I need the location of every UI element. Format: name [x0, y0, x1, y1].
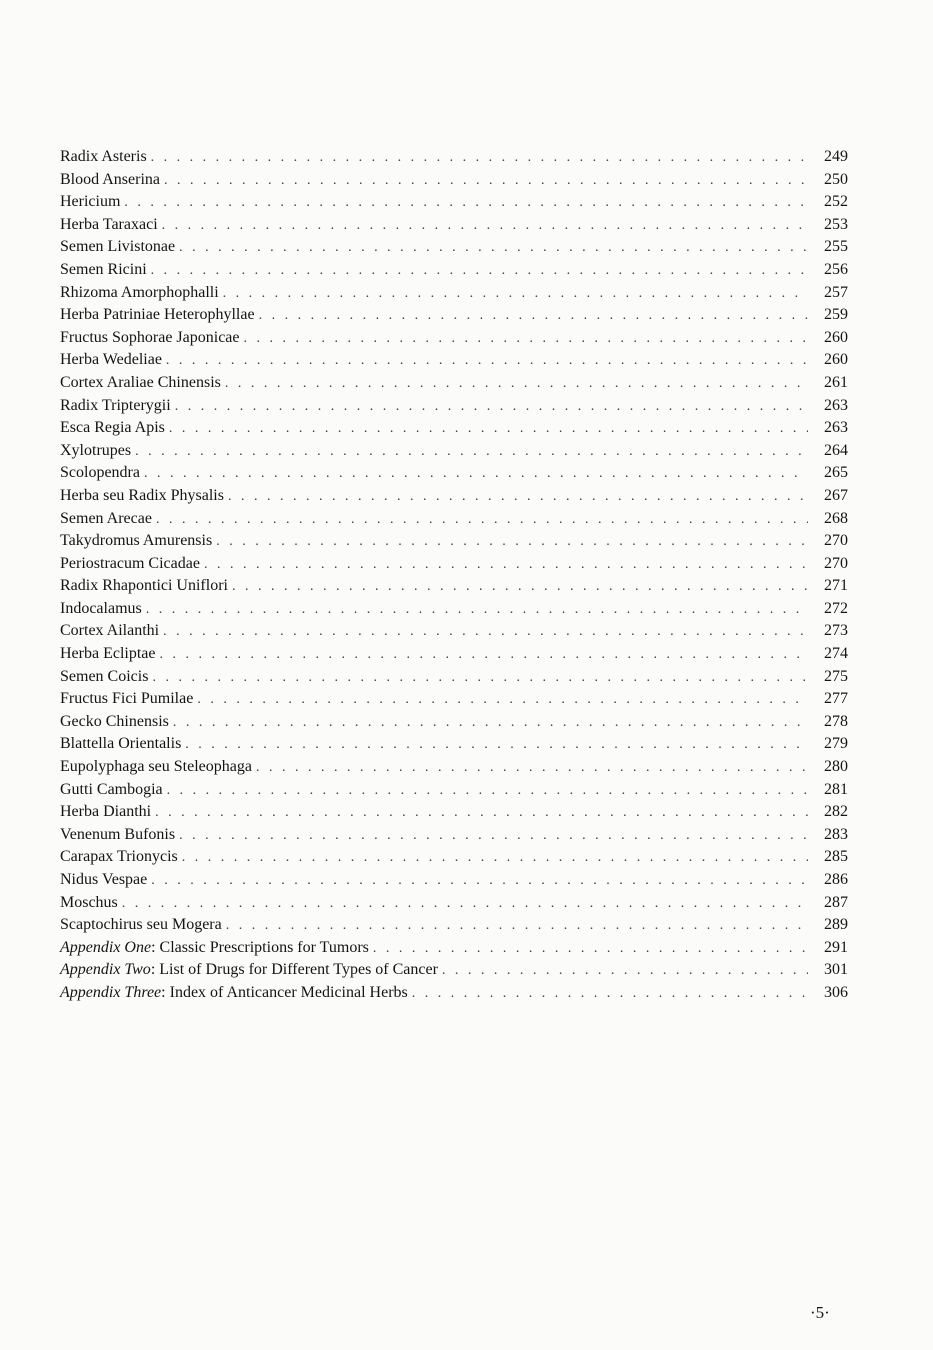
toc-page-number: 263 — [824, 419, 848, 437]
toc-entry — [60, 238, 848, 261]
dot-leader — [152, 670, 808, 686]
toc-entry — [60, 916, 848, 939]
toc-page-number: 268 — [824, 509, 848, 527]
toc-entry-title: Herba seu Radix Physalis — [60, 486, 224, 504]
toc-entry — [60, 532, 848, 555]
toc-page-number: 277 — [824, 690, 848, 708]
toc-page-number: 270 — [824, 554, 848, 572]
dot-leader — [226, 918, 808, 934]
dot-leader — [151, 150, 808, 166]
toc-entry-title: Semen Coicis — [60, 667, 149, 685]
toc-appendix-entry — [60, 984, 848, 1007]
appendix-colon: : — [161, 983, 170, 1001]
toc-page-number: 271 — [824, 577, 848, 595]
toc-page-number: 260 — [824, 328, 848, 346]
toc-entry-title: Herba Dianthi — [60, 803, 152, 821]
dot-leader — [223, 286, 808, 302]
appendix-label: Appendix One — [60, 938, 152, 956]
toc-page-number: 306 — [824, 983, 848, 1001]
toc-entry-title: Herba Ecliptae — [60, 645, 156, 663]
toc-entry — [60, 351, 848, 374]
dot-leader — [197, 692, 808, 708]
toc-page-number: 257 — [824, 283, 848, 301]
toc-entry — [60, 419, 848, 442]
toc-page-number: 253 — [824, 215, 848, 233]
dot-leader — [163, 624, 808, 640]
toc-entry-title: Scolopendra — [60, 464, 140, 482]
toc-entry — [60, 803, 848, 826]
dot-leader — [166, 353, 808, 369]
dot-leader — [151, 263, 808, 279]
toc-entry-title: Venenum Bufonis — [60, 825, 176, 843]
toc-page-number: 255 — [824, 238, 848, 256]
toc-entry — [60, 510, 848, 533]
toc-entry — [60, 758, 848, 781]
toc-page-number: 282 — [824, 803, 848, 821]
toc-entry — [60, 622, 848, 645]
dot-leader — [228, 489, 808, 505]
dot-leader — [167, 783, 808, 799]
appendix-colon: : — [151, 938, 160, 956]
dot-leader — [373, 941, 808, 957]
toc-entry — [60, 781, 848, 804]
toc-entry — [60, 600, 848, 623]
dot-leader — [179, 828, 808, 844]
toc-entry-title: Gecko Chinensis — [60, 712, 169, 730]
toc-entry — [60, 826, 848, 849]
toc-page-number: 287 — [824, 893, 848, 911]
toc-entry-title: Indocalamus — [60, 599, 142, 617]
page-number: ·5· — [810, 1303, 830, 1322]
toc-entry — [60, 645, 848, 668]
toc-entry — [60, 848, 848, 871]
dot-leader — [156, 512, 808, 528]
toc-page-number: 301 — [824, 961, 848, 979]
toc-page-number: 252 — [824, 193, 848, 211]
dot-leader — [173, 715, 808, 731]
dot-leader — [244, 331, 808, 347]
toc-entry-title: Esca Regia Apis — [60, 419, 165, 437]
toc-appendix-entry — [60, 961, 848, 984]
toc-page-number: 275 — [824, 667, 848, 685]
toc-entry-title — [60, 939, 369, 957]
toc-entry-title: Rhizoma Amorphophalli — [60, 283, 219, 301]
toc-entry-title: Radix Tripterygii — [60, 396, 171, 414]
dot-leader — [122, 896, 808, 912]
appendix-colon: : — [150, 961, 160, 979]
toc-page-number: 285 — [824, 848, 848, 866]
toc-entry-title: Scaptochirus seu Mogera — [60, 916, 222, 934]
toc-entry — [60, 735, 848, 758]
toc-page-number: 267 — [824, 486, 848, 504]
dot-leader — [216, 534, 808, 550]
toc-entry — [60, 306, 848, 329]
toc-page-number: 259 — [824, 306, 848, 324]
dot-leader — [182, 850, 808, 866]
dot-leader — [204, 557, 808, 573]
appendix-title: Classic Prescriptions for Tumors — [159, 938, 369, 956]
appendix-label: Appendix Three — [60, 983, 162, 1001]
toc-entry-title: Radix Rhapontici Uniflori — [60, 577, 228, 595]
toc-entry-title: Herba Patriniae Heterophyllae — [60, 306, 255, 324]
dot-leader — [135, 444, 808, 460]
toc-entry-title: Moschus — [60, 893, 118, 911]
toc-entry-title: Periostracum Cicadae — [60, 554, 200, 572]
toc-page-number: 270 — [824, 532, 848, 550]
table-of-contents — [60, 148, 848, 1007]
toc-entry — [60, 374, 848, 397]
dot-leader — [151, 873, 808, 889]
toc-entry-title — [60, 961, 438, 979]
toc-entry — [60, 690, 848, 713]
toc-entry-title: Radix Asteris — [60, 148, 147, 165]
dot-leader — [144, 466, 808, 482]
dot-leader — [256, 760, 808, 776]
toc-entry-title — [60, 984, 408, 1002]
appendix-title: Index of Anticancer Medicinal Herbs — [169, 983, 408, 1001]
toc-entry — [60, 329, 848, 352]
toc-appendix-entry — [60, 939, 848, 962]
toc-entry — [60, 668, 848, 691]
toc-entry — [60, 171, 848, 194]
dot-leader — [185, 737, 808, 753]
dot-leader — [412, 986, 808, 1002]
toc-page-number: 289 — [824, 916, 848, 934]
toc-entry-title: Takydromus Amurensis — [60, 532, 213, 550]
appendix-title: List of Drugs for Different Types of Cancer — [159, 961, 438, 979]
toc-entry — [60, 397, 848, 420]
toc-page-number: 250 — [824, 170, 848, 188]
toc-entry-title: Blood Anserina — [60, 170, 160, 188]
dot-leader — [155, 805, 808, 821]
dot-leader — [162, 218, 808, 234]
dot-leader — [175, 399, 808, 415]
toc-page-number: 279 — [824, 735, 848, 753]
toc-entry — [60, 148, 848, 171]
toc-page-number: 260 — [824, 351, 848, 369]
toc-page-number: 283 — [824, 825, 848, 843]
toc-entry-title: Nidus Vespae — [60, 871, 148, 888]
toc-page-number: 249 — [824, 148, 848, 165]
toc-page-number: 272 — [824, 599, 848, 617]
dot-leader — [164, 173, 808, 189]
dot-leader — [442, 963, 808, 979]
toc-entry — [60, 442, 848, 465]
dot-leader — [259, 308, 808, 324]
toc-page-number: 286 — [824, 871, 848, 888]
toc-entry — [60, 894, 848, 917]
toc-entry-title: Cortex Araliae Chinensis — [60, 373, 221, 391]
dot-leader — [232, 579, 808, 595]
dot-leader — [160, 647, 809, 663]
toc-entry-title: Semen Arecae — [60, 509, 152, 527]
toc-entry — [60, 871, 848, 894]
toc-entry — [60, 216, 848, 239]
toc-page-number: 274 — [824, 645, 848, 663]
toc-entry-title: Hericium — [60, 193, 121, 211]
toc-entry-title: Semen Livistonae — [60, 238, 176, 256]
toc-page-number: 281 — [824, 780, 848, 798]
toc-page-number: 256 — [824, 260, 848, 278]
toc-entry-title: Gutti Cambogia — [60, 780, 163, 798]
toc-page-number: 273 — [824, 622, 848, 640]
toc-page-number: 280 — [824, 758, 848, 776]
dot-leader — [146, 602, 808, 618]
dot-leader — [179, 240, 808, 256]
toc-page-number: 261 — [824, 373, 848, 391]
toc-page-number: 291 — [824, 938, 848, 956]
toc-entry — [60, 261, 848, 284]
toc-entry — [60, 193, 848, 216]
toc-entry-title: Carapax Trionycis — [60, 848, 178, 866]
toc-entry — [60, 555, 848, 578]
toc-entry — [60, 464, 848, 487]
toc-entry — [60, 577, 848, 600]
toc-entry-title: Herba Wedeliae — [60, 351, 162, 369]
toc-page-number: 265 — [824, 464, 848, 482]
toc-entry-title: Blattella Orientalis — [60, 735, 182, 753]
toc-page-number: 263 — [824, 396, 848, 414]
toc-entry-title: Fructus Sophorae Japonicae — [60, 328, 240, 346]
dot-leader — [225, 376, 808, 392]
toc-page-number: 278 — [824, 712, 848, 730]
toc-entry — [60, 284, 848, 307]
toc-entry-title: Semen Ricini — [60, 260, 147, 278]
toc-entry — [60, 487, 848, 510]
toc-entry-title: Eupolyphaga seu Steleophaga — [60, 758, 252, 776]
toc-entry-title: Cortex Ailanthi — [60, 622, 160, 640]
toc-entry-title: Fructus Fici Pumilae — [60, 690, 194, 708]
toc-entry-title: Xylotrupes — [60, 441, 132, 459]
toc-page-number: 264 — [824, 441, 848, 459]
appendix-label: Appendix Two — [60, 961, 151, 979]
toc-entry-title: Herba Taraxaci — [60, 215, 158, 233]
dot-leader — [124, 195, 808, 211]
toc-entry — [60, 713, 848, 736]
dot-leader — [169, 421, 808, 437]
